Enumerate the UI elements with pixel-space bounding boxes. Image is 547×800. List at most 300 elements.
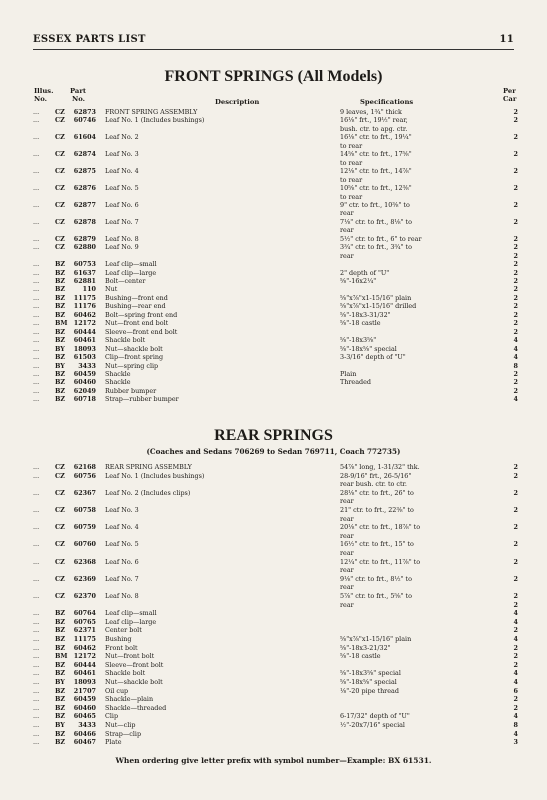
prefix-cell: CZ (55, 463, 65, 471)
part-number-cell: 60753 (73, 260, 96, 269)
quantity-cell: 2 (513, 471, 518, 480)
prefix-cell: CZ (55, 540, 65, 549)
description-cell: Nut—shackle bolt (105, 344, 163, 353)
prefix-cell: BZ (55, 336, 66, 345)
quantity-cell: 2 (513, 302, 518, 311)
table-row (33, 395, 518, 404)
description-cell: Leaf No. 4 (105, 167, 139, 176)
specification-cell: 14⅝" ctr. to frt., 17⅝" (340, 150, 412, 159)
illus-cell: ... (33, 729, 40, 738)
prefix-cell: BZ (55, 327, 66, 336)
col-illus-no: No. (34, 95, 47, 103)
prefix-cell: BZ (55, 277, 66, 285)
specification-cell: rear (340, 497, 354, 506)
illus-cell: ... (33, 200, 40, 209)
part-number-cell: 60459 (73, 695, 96, 704)
prefix-cell: BZ (55, 703, 66, 712)
table-row (33, 738, 518, 747)
part-number-cell: 62874 (73, 150, 96, 159)
specification-cell: ⅛"-20 pipe thread (340, 686, 399, 695)
illus-cell: ... (33, 523, 40, 532)
specification-cell: to rear (340, 192, 363, 201)
specification-cell: ⅝"x⅞"x1-15/16" plain (340, 293, 412, 302)
prefix-cell: CZ (55, 234, 65, 243)
illus-cell: ... (33, 378, 40, 387)
quantity-cell: 2 (513, 652, 518, 661)
prefix-cell: BZ (55, 660, 66, 669)
part-number-cell: 62371 (73, 626, 96, 635)
description-cell: Bushing—front end (105, 293, 168, 302)
col-specifications: Specifications (360, 98, 414, 106)
part-number-cell: 62880 (73, 243, 96, 252)
part-number-cell: 61637 (73, 268, 96, 277)
part-number-cell: 60467 (73, 738, 96, 747)
ordering-note: When ordering give letter prefix with symbol number—Example: BX 61531. (115, 756, 432, 765)
description-cell: Shackle—threaded (105, 703, 167, 712)
quantity-cell: 2 (513, 234, 518, 243)
part-number-cell: 3433 (78, 721, 96, 729)
quantity-cell: 2 (513, 310, 518, 319)
quantity-cell: 2 (513, 378, 518, 387)
prefix-cell: CZ (55, 574, 65, 583)
quantity-cell: 2 (513, 557, 518, 566)
part-number-cell: 60466 (73, 729, 96, 738)
quantity-cell: 2 (513, 319, 518, 328)
description-cell: Shackle (105, 378, 131, 387)
quantity-cell: 4 (513, 395, 518, 404)
description-cell: Leaf No. 4 (105, 523, 139, 532)
specification-cell: 9⅛" ctr. to frt., 8½" to (340, 574, 412, 583)
illus-cell: ... (33, 234, 40, 243)
part-number-cell: 60465 (73, 712, 96, 721)
quantity-cell: 2 (513, 386, 518, 395)
illus-cell: ... (33, 592, 40, 600)
description-cell: Nut—clip (105, 721, 136, 729)
prefix-cell: BZ (55, 738, 66, 747)
rear-springs-subtitle: (Coaches and Sedans 706269 to Sedan 769711, Coach 772735) (146, 447, 401, 456)
part-number-cell: 62873 (73, 108, 96, 116)
specification-cell: 20⅛" ctr. to frt., 18⅞" to (340, 523, 421, 532)
part-number-cell: 3433 (78, 361, 96, 370)
illus-cell: ... (33, 635, 40, 643)
description-cell: Nut—spring clip (105, 361, 159, 370)
specification-cell: rear (340, 600, 354, 609)
running-head (33, 34, 514, 45)
illus-cell: ... (33, 310, 40, 319)
specification-cell: 6-17/32" depth of "U" (340, 712, 410, 721)
specification-cell: 12¼" ctr. to frt., 11⅞" to (340, 557, 421, 566)
quantity-cell: 4 (513, 344, 518, 353)
description-cell: Leaf clip—large (105, 617, 157, 626)
illus-cell: ... (33, 540, 40, 549)
front-springs-title: FRONT SPRINGS (All Models) (164, 68, 383, 85)
specification-cell: ⅝"-18 castle (340, 652, 381, 661)
prefix-cell: CZ (55, 217, 65, 226)
illus-cell: ... (33, 184, 40, 193)
prefix-cell: BZ (55, 686, 66, 695)
specification-cell: Threaded (340, 378, 371, 387)
part-number-cell: 62049 (73, 386, 96, 395)
part-number-cell: 61503 (73, 353, 96, 362)
description-cell: Shackle—plain (105, 695, 154, 704)
description-cell: Center bolt (105, 626, 142, 635)
quantity-cell: 4 (513, 609, 518, 618)
specification-cell: to rear (340, 141, 363, 150)
illus-cell: ... (33, 686, 40, 695)
illus-cell: ... (33, 108, 40, 116)
part-number-cell: 62877 (73, 200, 96, 209)
part-number-cell: 62878 (73, 217, 96, 226)
specification-cell: 9 leaves, 1¾" thick (340, 108, 402, 116)
prefix-cell: BM (55, 319, 68, 328)
part-number-cell: 60461 (73, 669, 96, 678)
specification-cell: 28-9/16" frt., 26-5/16" (340, 471, 412, 480)
description-cell: Bolt—spring front end (105, 310, 178, 319)
description-cell: FRONT SPRING ASSEMBLY (105, 108, 198, 116)
part-number-cell: 60460 (73, 703, 96, 712)
col-part: Part (70, 87, 87, 95)
quantity-cell: 4 (513, 635, 518, 643)
illus-cell: ... (33, 277, 40, 285)
quantity-cell: 2 (513, 108, 518, 116)
description-cell: Bolt—center (105, 277, 146, 285)
quantity-cell: 2 (513, 150, 518, 159)
illus-cell: ... (33, 574, 40, 583)
part-number-cell: 21707 (73, 686, 96, 695)
quantity-cell: 2 (513, 293, 518, 302)
description-cell: Shackle (105, 369, 131, 378)
quantity-cell: 2 (513, 695, 518, 704)
illus-cell: ... (33, 133, 40, 142)
specification-cell: ⅝"-16x2¼" (340, 277, 377, 285)
quantity-cell: 2 (513, 200, 518, 209)
illus-cell: ... (33, 703, 40, 712)
quantity-cell: 2 (513, 133, 518, 142)
description-cell: Shackle bolt (105, 336, 146, 345)
description-cell: Sleeve—front end bolt (105, 327, 178, 336)
description-cell: Leaf No. 8 (105, 592, 139, 600)
prefix-cell: BZ (55, 712, 66, 721)
description-cell: Front bolt (105, 643, 138, 652)
quantity-cell: 4 (513, 617, 518, 626)
illus-cell: ... (33, 463, 40, 471)
prefix-cell: CZ (55, 592, 65, 600)
specification-cell: rear (340, 566, 354, 575)
specification-cell: 9" ctr. to frt., 10⅜" to (340, 200, 410, 209)
specification-cell: rear (340, 531, 354, 540)
illus-cell: ... (33, 353, 40, 362)
specification-cell: rear (340, 209, 354, 218)
specification-cell: bush. ctr. to apg. ctr. (340, 124, 408, 133)
prefix-cell: CZ (55, 557, 65, 566)
part-number-cell: 60444 (73, 660, 96, 669)
specification-cell: 16½" ctr. to frt., 15" to (340, 540, 414, 549)
prefix-cell: BZ (55, 378, 66, 387)
illus-cell: ... (33, 293, 40, 302)
illus-cell: ... (33, 738, 40, 747)
specification-cell: rear (340, 514, 354, 523)
prefix-cell: BM (55, 652, 68, 661)
quantity-cell: 2 (513, 285, 518, 294)
part-number-cell: 12172 (73, 652, 96, 661)
illus-cell: ... (33, 386, 40, 395)
description-cell: Nut—shackle bolt (105, 678, 163, 686)
part-number-cell: 11176 (73, 302, 96, 311)
description-cell: Nut (105, 285, 118, 294)
description-cell: Sleeve—front bolt (105, 660, 164, 669)
prefix-cell: CZ (55, 523, 65, 532)
specification-cell: 3¾" ctr. to frt., 3¾" to (340, 243, 412, 252)
quantity-cell: 2 (513, 369, 518, 378)
part-number-cell: 12172 (73, 319, 96, 328)
part-number-cell: 60759 (73, 523, 96, 532)
quantity-cell: 2 (513, 327, 518, 336)
specification-cell: 28⅛" ctr. to frt., 26" to (340, 488, 414, 497)
part-number-cell: 60461 (73, 336, 96, 345)
prefix-cell: BY (55, 721, 65, 729)
quantity-cell: 2 (513, 626, 518, 635)
description-cell: Nut—front end bolt (105, 319, 169, 328)
illus-cell: ... (33, 506, 40, 514)
prefix-cell: CZ (55, 116, 65, 125)
quantity-cell: 2 (513, 243, 518, 252)
specification-cell: ⅝"-18x⅝" special (340, 678, 397, 686)
specification-cell: ⅝"-18 castle (340, 319, 381, 328)
part-number-cell: 18093 (73, 678, 96, 686)
quantity-cell: 2 (513, 643, 518, 652)
quantity-cell: 2 (513, 184, 518, 193)
part-number-cell: 62168 (73, 463, 96, 471)
specification-cell: 7⅛" ctr. to frt., 8⅛" to (340, 217, 412, 226)
prefix-cell: BZ (55, 268, 66, 277)
prefix-cell: CZ (55, 488, 65, 497)
prefix-cell: BZ (55, 260, 66, 269)
part-number-cell: 11175 (73, 635, 96, 643)
prefix-cell: BZ (55, 386, 66, 395)
quantity-cell: 2 (513, 251, 518, 260)
description-cell: Leaf No. 6 (105, 200, 139, 209)
specification-cell: 5⅞" ctr. to frt., 5⅝" to (340, 592, 412, 600)
specification-cell: rear bush. ctr. to ctr. (340, 480, 407, 489)
description-cell: Clip (105, 712, 119, 721)
prefix-cell: BY (55, 344, 65, 353)
part-number-cell: 62370 (73, 592, 96, 600)
illus-cell: ... (33, 669, 40, 678)
part-number-cell: 60758 (73, 506, 96, 514)
col-description: Description (215, 98, 260, 106)
col-illus: Illus. (34, 87, 54, 95)
quantity-cell: 4 (513, 712, 518, 721)
quantity-cell: 2 (513, 260, 518, 269)
illus-cell: ... (33, 557, 40, 566)
illus-cell: ... (33, 643, 40, 652)
illus-cell: ... (33, 369, 40, 378)
prefix-cell: BY (55, 678, 65, 686)
quantity-cell: 4 (513, 669, 518, 678)
quantity-cell: 2 (513, 268, 518, 277)
prefix-cell: CZ (55, 184, 65, 193)
quantity-cell: 2 (513, 540, 518, 549)
quantity-cell: 4 (513, 353, 518, 362)
specification-cell: rear (340, 583, 354, 592)
specification-cell: 10⅝" ctr. to frt., 12⅜" (340, 184, 412, 193)
part-number-cell: 60765 (73, 617, 96, 626)
specification-cell: rear (340, 549, 354, 557)
prefix-cell: BZ (55, 617, 66, 626)
description-cell: Strap—clip (105, 729, 142, 738)
part-number-cell: 62876 (73, 184, 96, 193)
prefix-cell: CZ (55, 471, 65, 480)
illus-cell: ... (33, 361, 40, 370)
part-number-cell: 60444 (73, 327, 96, 336)
description-cell: Leaf No. 3 (105, 506, 139, 514)
description-cell: Leaf No. 2 (Includes clips) (105, 488, 191, 497)
illus-cell: ... (33, 471, 40, 480)
part-number-cell: 62875 (73, 167, 96, 176)
prefix-cell: BZ (55, 626, 66, 635)
description-cell: Leaf No. 1 (Includes bushings) (105, 471, 205, 480)
part-number-cell: 60764 (73, 609, 96, 618)
prefix-cell: CZ (55, 243, 65, 252)
illus-cell: ... (33, 609, 40, 618)
illus-cell: ... (33, 150, 40, 159)
part-number-cell: 62879 (73, 234, 96, 243)
part-number-cell: 62881 (73, 277, 96, 285)
specification-cell: 54⅞" long, 1-31/32" thk. (340, 463, 420, 471)
illus-cell: ... (33, 344, 40, 353)
description-cell: Leaf No. 5 (105, 184, 139, 193)
specification-cell: 5½" ctr. to frt., 6" to rear (340, 234, 422, 243)
quantity-cell: 2 (513, 488, 518, 497)
illus-cell: ... (33, 260, 40, 269)
part-number-cell: 60760 (73, 540, 96, 549)
prefix-cell: CZ (55, 150, 65, 159)
description-cell: Leaf No. 7 (105, 217, 139, 226)
illus-cell: ... (33, 712, 40, 721)
prefix-cell: BZ (55, 635, 66, 643)
illus-cell: ... (33, 617, 40, 626)
description-cell: Leaf No. 1 (Includes bushings) (105, 116, 205, 125)
prefix-cell: BZ (55, 729, 66, 738)
quantity-cell: 2 (513, 574, 518, 583)
rear-springs-title: REAR SPRINGS (214, 427, 333, 444)
specification-cell: 2" depth of "U" (340, 268, 390, 277)
part-number-cell: 110 (82, 285, 96, 294)
quantity-cell: 8 (513, 721, 518, 729)
illus-cell: ... (33, 302, 40, 311)
quantity-cell: 2 (513, 592, 518, 600)
specification-cell: to rear (340, 175, 363, 184)
prefix-cell: BZ (55, 669, 66, 678)
quantity-cell: 4 (513, 336, 518, 345)
prefix-cell: BZ (55, 609, 66, 618)
quantity-cell: 2 (513, 277, 518, 285)
illus-cell: ... (33, 268, 40, 277)
quantity-cell: 2 (513, 463, 518, 471)
prefix-cell: BZ (55, 369, 66, 378)
illus-cell: ... (33, 285, 40, 294)
quantity-cell: 2 (513, 116, 518, 125)
col-per: Per (503, 87, 516, 95)
part-number-cell: 60459 (73, 369, 96, 378)
specification-cell: 16⅛" frt., 19½" rear, (340, 116, 408, 125)
description-cell: Bushing—rear end (105, 302, 166, 311)
prefix-cell: CZ (55, 108, 65, 116)
prefix-cell: CZ (55, 167, 65, 176)
description-cell: Clip—front spring (105, 353, 164, 362)
quantity-cell: 2 (513, 167, 518, 176)
quantity-cell: 2 (513, 660, 518, 669)
illus-cell: ... (33, 217, 40, 226)
part-number-cell: 62368 (73, 557, 96, 566)
illus-cell: ... (33, 488, 40, 497)
prefix-cell: BZ (55, 293, 66, 302)
prefix-cell: CZ (55, 133, 65, 142)
illus-cell: ... (33, 626, 40, 635)
illus-cell: ... (33, 336, 40, 345)
quantity-cell: 4 (513, 678, 518, 686)
description-cell: REAR SPRING ASSEMBLY (105, 463, 192, 471)
description-cell: Plate (105, 738, 122, 747)
illus-cell: ... (33, 660, 40, 669)
description-cell: Leaf No. 8 (105, 234, 139, 243)
specification-cell: ⅝"-18x3-21/32" (340, 643, 391, 652)
part-number-cell: 60756 (73, 471, 96, 480)
quantity-cell: 2 (513, 523, 518, 532)
illus-cell: ... (33, 243, 40, 252)
page-number: 11 (499, 34, 514, 45)
prefix-cell: BZ (55, 353, 66, 362)
specification-cell: ⅝"x⅞"x1-15/16" plain (340, 635, 412, 643)
illus-cell: ... (33, 695, 40, 704)
description-cell: Leaf No. 5 (105, 540, 139, 549)
description-cell: Leaf No. 9 (105, 243, 139, 252)
part-number-cell: 11175 (73, 293, 96, 302)
part-number-cell: 62369 (73, 574, 96, 583)
description-cell: Leaf No. 2 (105, 133, 139, 142)
prefix-cell: CZ (55, 200, 65, 209)
specification-cell: ⅝"-18x3⅝" (340, 336, 377, 345)
quantity-cell: 2 (513, 600, 518, 609)
specification-cell: rear (340, 226, 354, 235)
part-number-cell: 62367 (73, 488, 96, 497)
part-number-cell: 18093 (73, 344, 96, 353)
description-cell: Leaf No. 3 (105, 150, 139, 159)
specification-cell: rear (340, 251, 354, 260)
prefix-cell: BZ (55, 285, 66, 294)
specification-cell: ⅝"-18x3⅝" special (340, 669, 401, 678)
prefix-cell: CZ (55, 506, 65, 514)
description-cell: Shackle bolt (105, 669, 146, 678)
prefix-cell: BZ (55, 643, 66, 652)
description-cell: Strap—rubber bumper (105, 395, 179, 404)
document-title: ESSEX PARTS LIST (33, 34, 146, 45)
part-number-cell: 60718 (73, 395, 96, 404)
part-number-cell: 60746 (73, 116, 96, 125)
description-cell: Leaf No. 6 (105, 557, 139, 566)
description-cell: Bushing (105, 635, 132, 643)
specification-cell: 3-3/16" depth of "U" (340, 353, 406, 362)
prefix-cell: BY (55, 361, 65, 370)
specification-cell: Plain (340, 369, 357, 378)
quantity-cell: 8 (513, 361, 518, 370)
part-number-cell: 60462 (73, 643, 96, 652)
illus-cell: ... (33, 652, 40, 661)
description-cell: Leaf clip—large (105, 268, 157, 277)
part-number-cell: 60460 (73, 378, 96, 387)
description-cell: Leaf clip—small (105, 609, 157, 618)
specification-cell: ½"-20x7/16" special (340, 721, 405, 729)
